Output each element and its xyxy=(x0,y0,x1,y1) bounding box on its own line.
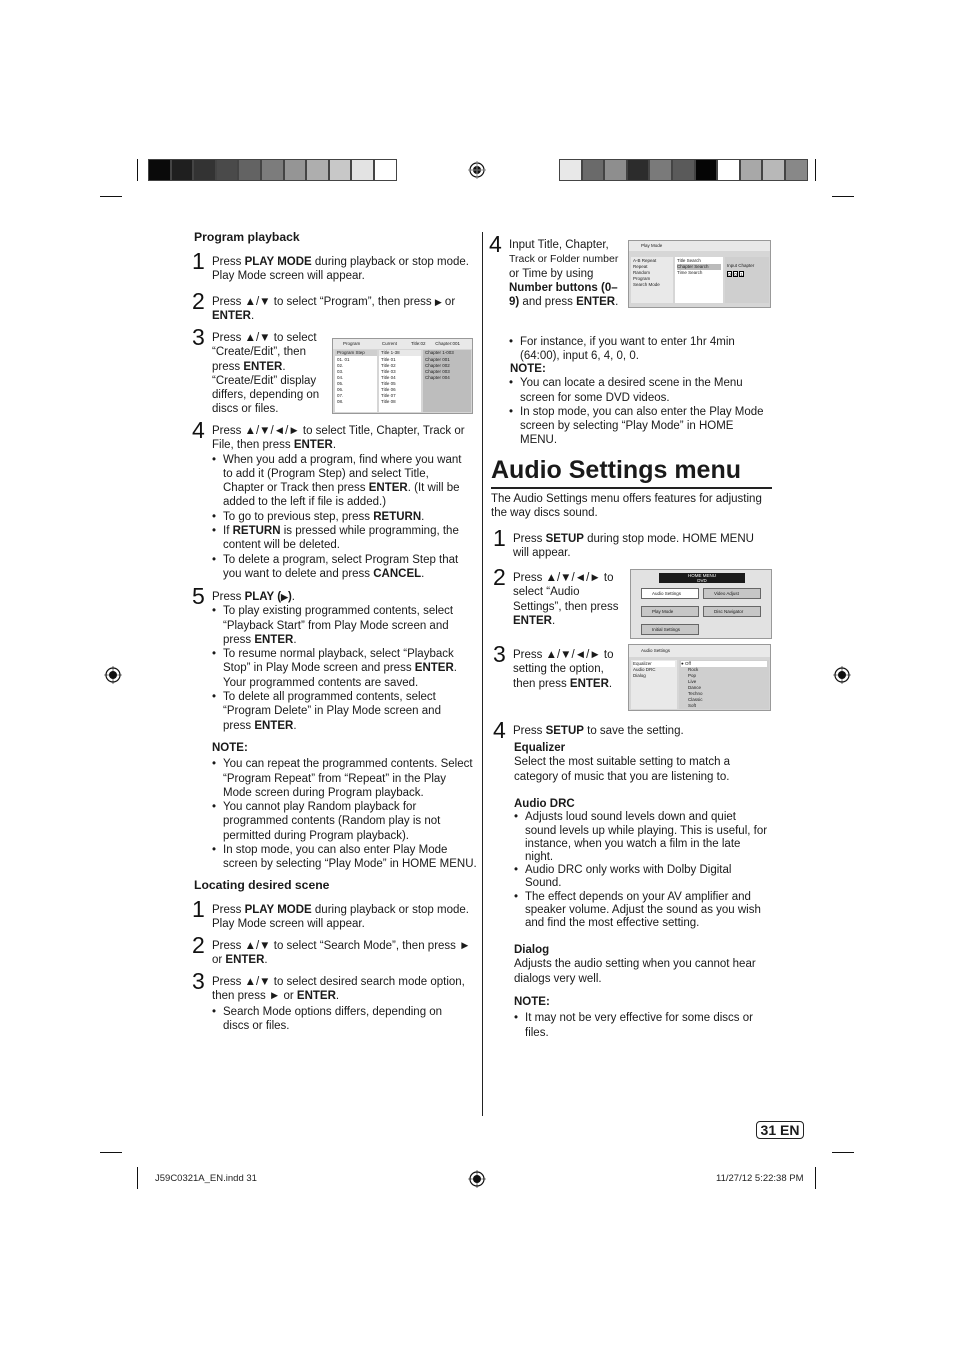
menu-row: Chapter Search xyxy=(677,264,721,270)
screen-row: 06. xyxy=(337,387,344,392)
step-number: 1 xyxy=(493,525,506,551)
list-item: • In stop mode, you can also enter Play Mode screen by selecting “Play Mode” in HOME MENU. xyxy=(212,843,477,872)
dialog-text: Adjusts the audio setting when you cannot hear dialogs very well. xyxy=(514,958,756,985)
list-item: • You cannot play Random playback for programmed contents (Random play is not permitted during Program playback). xyxy=(212,800,477,843)
menu-row: Pop xyxy=(688,673,697,678)
equalizer-text: Select the most suitable setting to match a category of music that you are listening to. xyxy=(514,756,731,783)
step-text: Press xyxy=(513,725,546,737)
step-text: during playback or stop mode. Play Mode screen will appear. xyxy=(212,256,469,283)
crop-mark xyxy=(815,159,816,181)
step-text: to save the setting. xyxy=(583,725,684,737)
equalizer-section xyxy=(514,741,769,784)
registration-mark-icon xyxy=(833,666,851,684)
step-bold: PLAY MODE xyxy=(244,904,312,916)
step-text: . xyxy=(335,990,340,1003)
step-text: Press ▲/▼/◄/► to setting the option, then press xyxy=(513,649,614,690)
list-item: • Adjusts loud sound levels down and quiet sound levels up while playing. This is useful, for instance, when you watch a film in the late night. xyxy=(514,811,769,864)
bullet-text: . (It will be added to the left if file is added.) xyxy=(223,482,460,509)
audio-menu xyxy=(631,660,677,709)
crop-mark xyxy=(100,1152,122,1153)
color-swatch xyxy=(785,159,808,181)
step-text: . xyxy=(264,954,268,967)
step-text: . xyxy=(608,677,613,690)
screen-row: 03. xyxy=(337,369,344,374)
input-panel xyxy=(725,257,769,303)
search-notes xyxy=(509,362,771,448)
drc-section xyxy=(514,797,769,930)
step-text: Press xyxy=(212,904,245,916)
pp-step-4 xyxy=(192,417,479,581)
screen-label: Audio Settings xyxy=(629,645,770,657)
list-item xyxy=(212,453,464,510)
audio-settings-screen-image xyxy=(628,644,771,711)
dialog-section xyxy=(514,943,769,986)
menu-row: Title Search xyxy=(677,258,701,263)
pp-step-1 xyxy=(192,248,479,284)
step-bold: ) xyxy=(287,591,292,603)
step-number: 1 xyxy=(192,248,205,274)
input-digit: 0 xyxy=(728,272,731,277)
menu-row: Dialog xyxy=(633,673,646,678)
screen-row: 04. xyxy=(337,375,344,380)
step-text: Press xyxy=(513,533,546,545)
screen-row: 01. 01 xyxy=(337,357,350,362)
equalizer-options xyxy=(679,660,769,709)
screen-label: Chapter:001 xyxy=(435,341,460,346)
list-item xyxy=(212,647,464,690)
step-number: 5 xyxy=(192,583,205,609)
home-menu-item xyxy=(641,624,699,635)
loc-step-3 xyxy=(192,968,479,1033)
color-swatch xyxy=(695,159,718,181)
bullet-text: To resume normal playback, select “Playback Stop” in Play Mode screen and press xyxy=(223,648,454,675)
step-text: . xyxy=(250,310,255,323)
audio-step-2 xyxy=(493,564,627,628)
menu-row: Repeat xyxy=(633,264,648,269)
step-number: 3 xyxy=(192,968,205,994)
audio-settings-title: Audio Settings menu xyxy=(491,456,741,484)
bullet-text: To play existing programmed contents, select “Playback Start” from Play Mode screen and press xyxy=(223,605,454,646)
home-menu-label: Play Mode xyxy=(652,609,674,614)
color-swatch xyxy=(582,159,605,181)
page-number: 31 EN xyxy=(756,1121,804,1139)
bullet-bold: RETURN xyxy=(232,525,281,538)
menu-row: Techno xyxy=(688,691,703,696)
step-text: Press ▲/▼/◄/► to select “Audio Settings”, then press xyxy=(513,572,619,613)
step-number: 2 xyxy=(192,932,205,958)
bullet-text: . xyxy=(421,510,425,523)
bullet-text: is pressed while programming, the content will be deleted. xyxy=(223,525,459,552)
crop-mark xyxy=(137,1167,138,1189)
chapter-column xyxy=(423,350,471,412)
step-text: Input Title, Chapter, xyxy=(509,239,609,251)
crop-mark xyxy=(137,159,138,181)
home-menu-label: Video Adjust xyxy=(714,591,739,596)
bullet-bold: CANCEL xyxy=(373,567,422,580)
color-swatch xyxy=(306,159,329,181)
instance-bullet xyxy=(509,335,769,364)
step-text: . xyxy=(551,614,556,627)
bullet-text: If xyxy=(223,525,233,538)
list-item xyxy=(212,524,464,553)
step-bold: ENTER xyxy=(212,310,251,323)
step-text: or Time by using xyxy=(509,267,594,280)
menu-row: Time Search xyxy=(677,270,703,275)
screen-row: Chapter 004 xyxy=(425,375,450,380)
list-item xyxy=(212,510,464,524)
menu-row: Search Mode xyxy=(633,282,660,287)
list-item: • Audio DRC only works with Dolby Digital Sound. xyxy=(514,864,769,890)
menu-row: Rock xyxy=(688,667,699,672)
list-item: • In stop mode, you can also enter the Play Mode screen by selecting “Play Mode” in HOME MENU. xyxy=(509,405,771,448)
play-mode-menu xyxy=(631,257,673,303)
step-text: Press ▲/▼/◄/► to select Title, Chapter, Track or File, then press xyxy=(212,425,465,452)
color-swatch xyxy=(238,159,261,181)
input-digit: 1 xyxy=(740,272,743,277)
bullet-text: . xyxy=(293,633,297,646)
color-swatch xyxy=(604,159,627,181)
drc-heading: Audio DRC xyxy=(514,798,575,810)
loc-step-1 xyxy=(192,896,479,932)
menu-row: Random xyxy=(633,270,651,275)
registration-mark-icon xyxy=(104,666,122,684)
color-swatch xyxy=(216,159,239,181)
step-number: 4 xyxy=(489,231,502,257)
bullet-text: . xyxy=(293,719,297,732)
search-step-4 xyxy=(489,231,621,309)
list-item: • For instance, if you want to enter 1hr 4min (64:00), input 6, 4, 0, 0. xyxy=(509,335,769,364)
step-number: 2 xyxy=(493,564,506,590)
pp-notes xyxy=(212,741,477,872)
screen-label: Input Chapter xyxy=(727,263,755,268)
step-bold: ENTER xyxy=(296,990,336,1003)
footer-file: J59C0321A_EN.indd 31 xyxy=(155,1173,257,1184)
screen-row: Chapter 003 xyxy=(425,369,450,374)
home-menu-item xyxy=(703,606,761,617)
bullet-text: . xyxy=(421,567,425,580)
step-text: Press ▲/▼ to select “Program”, then press xyxy=(212,296,435,308)
crop-mark xyxy=(832,196,854,197)
home-menu-label: Disc Navigator xyxy=(714,609,744,614)
step-text: . xyxy=(332,439,337,452)
list-item xyxy=(212,690,464,733)
play-arrow-icon: ▶ xyxy=(434,297,442,307)
registration-mark-icon xyxy=(468,1170,486,1188)
audio-step-3 xyxy=(493,641,625,691)
screen-row: Title 03 xyxy=(381,369,396,374)
screen-row: Title 05 xyxy=(381,381,396,386)
screen-row: Title 08 xyxy=(381,399,396,404)
menu-row: Audio DRC xyxy=(633,667,656,672)
play-mode-screen-image xyxy=(628,240,771,308)
screen-label: Play Mode xyxy=(629,241,770,251)
bullet-text: . Your programmed contents are saved. xyxy=(223,662,457,689)
registration-mark-icon xyxy=(468,161,486,179)
menu-row: Dance xyxy=(688,685,702,690)
list-item: • It may not be very effective for some discs or files. xyxy=(514,1011,769,1040)
equalizer-heading: Equalizer xyxy=(514,742,566,754)
screen-row: 07. xyxy=(337,393,344,398)
color-swatch xyxy=(193,159,216,181)
screen-label: HOME MENU xyxy=(688,573,716,578)
crop-mark xyxy=(815,1167,816,1189)
step-bold: ENTER xyxy=(225,954,265,967)
screen-label: Title:02 xyxy=(410,341,426,346)
screen-row: Title 06 xyxy=(381,387,396,392)
list-item: • You can repeat the programmed contents. Select “Program Repeat” from “Repeat” in the Play Mode screen during Program playback. xyxy=(212,757,477,800)
menu-row: Program xyxy=(633,276,651,281)
step-text: Press ▲/▼ to select desired search mode option, then press ► or xyxy=(212,976,465,1003)
step-number: 1 xyxy=(192,896,205,922)
step-bold: ENTER xyxy=(293,439,333,452)
audio-note xyxy=(514,995,769,1040)
step-text: . “Create/Edit” display differs, depending on discs or files. xyxy=(212,360,320,416)
screen-label: Program xyxy=(343,341,361,346)
screen-row: Chapter 002 xyxy=(425,363,450,368)
home-menu-item xyxy=(641,588,699,599)
step-text: or xyxy=(441,296,456,308)
program-step-column xyxy=(335,350,377,412)
color-swatch xyxy=(717,159,740,181)
screen-row: Title 07 xyxy=(381,393,396,398)
screen-label: Title 1-38 xyxy=(379,350,421,356)
color-swatch xyxy=(171,159,194,181)
home-menu-titlebar xyxy=(659,573,745,583)
step-bold: PLAY MODE xyxy=(244,256,312,268)
color-swatch xyxy=(627,159,650,181)
loc-step-2 xyxy=(192,932,479,968)
screen-label: DVD xyxy=(697,578,707,583)
input-digit: 0 xyxy=(734,272,737,277)
home-menu-item xyxy=(703,588,761,599)
search-mode-menu xyxy=(675,257,723,303)
screen-label: Current xyxy=(381,341,397,346)
color-swatch xyxy=(762,159,785,181)
step-text: during stop mode. HOME MENU will appear. xyxy=(513,533,754,560)
program-screen-image xyxy=(332,338,473,414)
audio-intro: The Audio Settings menu offers features for adjusting the way discs sound. xyxy=(491,493,762,520)
menu-row: Live xyxy=(688,679,697,684)
step-bold: Number buttons (0–9) xyxy=(509,281,618,309)
list-item xyxy=(212,553,464,582)
dialog-heading: Dialog xyxy=(514,944,550,956)
screen-label: Program Step xyxy=(335,350,377,356)
step-text: Press ▲/▼ to select “Create/Edit”, then press xyxy=(212,332,317,373)
bullet-bold: RETURN xyxy=(373,510,422,523)
step-bold: SETUP xyxy=(545,533,584,545)
color-swatch xyxy=(329,159,352,181)
screen-row: Title 01 xyxy=(381,357,396,362)
step-bold: SETUP xyxy=(545,725,584,737)
color-swatch xyxy=(559,159,582,181)
step-text: Track or Folder number xyxy=(509,253,619,266)
pp-step-2 xyxy=(192,288,479,324)
step-text: Press xyxy=(212,256,245,268)
step-text: . xyxy=(615,296,619,309)
home-menu-label: Audio Settings xyxy=(652,591,682,596)
color-swatch xyxy=(284,159,307,181)
crop-mark xyxy=(100,196,122,197)
step-number: 2 xyxy=(192,288,205,314)
pp-step-3 xyxy=(192,324,324,417)
step-number: 3 xyxy=(192,324,205,350)
crop-mark xyxy=(832,1152,854,1153)
title-underline xyxy=(491,487,772,489)
pp-step-5 xyxy=(192,583,479,733)
bullet-text: To delete a program, select Program Step that you want to delete and press xyxy=(223,553,459,580)
screen-row: 05. xyxy=(337,381,344,386)
menu-row: Equalizer xyxy=(633,661,675,667)
screen-row: Title 02 xyxy=(381,363,396,368)
step-text: Press ▲/▼ to select “Search Mode”, then press ► or xyxy=(212,940,471,967)
bullet-bold: ENTER xyxy=(414,662,454,675)
step-bold: ENTER xyxy=(513,614,552,627)
step-number: 4 xyxy=(192,417,205,443)
step-text: and press xyxy=(519,296,577,309)
bullet-bold: ENTER xyxy=(368,482,408,495)
audio-step-4 xyxy=(493,717,770,743)
home-menu-screen-image xyxy=(630,569,772,639)
title-column xyxy=(379,350,421,412)
step-bold: ENTER xyxy=(569,677,609,690)
color-swatch xyxy=(649,159,672,181)
list-item xyxy=(212,604,464,647)
menu-row: Classic xyxy=(688,697,703,702)
home-menu-label: Initial Settings xyxy=(652,627,681,632)
step-bold: PLAY ( xyxy=(244,591,282,603)
screen-label: Chapter 1-003 xyxy=(425,350,454,355)
column-divider xyxy=(482,232,483,1116)
menu-row: Soft xyxy=(688,703,697,708)
menu-row: ● Off xyxy=(681,661,767,667)
step-number: 4 xyxy=(493,717,506,743)
menu-row: A-B Repeat xyxy=(633,258,657,263)
bullet-text: When you add a program, find where you want to add it (Program Step) and select Title, Chapter or Track then press xyxy=(223,453,462,495)
footer-date: 11/27/12 5:22:38 PM xyxy=(716,1173,804,1184)
step-text: Press xyxy=(212,591,245,603)
step-bold: ENTER xyxy=(576,296,616,309)
program-playback-heading: Program playback xyxy=(194,230,300,244)
home-menu-item xyxy=(641,606,699,617)
step-text: . xyxy=(291,591,295,603)
screen-row: 08. xyxy=(337,399,344,404)
color-swatch xyxy=(148,159,171,181)
bullet-bold: ENTER xyxy=(254,719,294,732)
list-item: • Search Mode options differs, depending on discs or files. xyxy=(212,1005,462,1034)
color-swatch xyxy=(261,159,284,181)
color-swatch xyxy=(740,159,763,181)
screen-row: Title 04 xyxy=(381,375,396,380)
step-bold: ENTER xyxy=(243,360,283,373)
play-arrow-icon: ▶ xyxy=(281,592,288,602)
bullet-bold: ENTER xyxy=(254,633,294,646)
note-label: NOTE: xyxy=(514,996,550,1008)
color-swatch xyxy=(351,159,374,181)
list-item: • You can locate a desired scene in the Menu screen for some DVD videos. xyxy=(509,376,771,405)
locating-heading: Locating desired scene xyxy=(194,878,330,892)
color-swatch xyxy=(374,159,397,181)
audio-step-1 xyxy=(493,525,765,561)
bullet-text: To delete all programmed contents, select “Program Delete” in Play Mode screen and press xyxy=(223,691,441,732)
step-number: 3 xyxy=(493,641,506,667)
color-swatch xyxy=(672,159,695,181)
note-label: NOTE: xyxy=(212,742,248,754)
screen-row: Chapter 001 xyxy=(425,357,450,362)
note-label: NOTE: xyxy=(510,363,546,375)
screen-row: 02. xyxy=(337,363,344,368)
step-text: during playback or stop mode. Play Mode screen will appear. xyxy=(212,904,469,931)
list-item: • The effect depends on your AV amplifier and speaker volume. Adjust the sound as you wish and find the most effective setting. xyxy=(514,891,769,931)
bullet-text: To go to previous step, press xyxy=(223,510,374,523)
